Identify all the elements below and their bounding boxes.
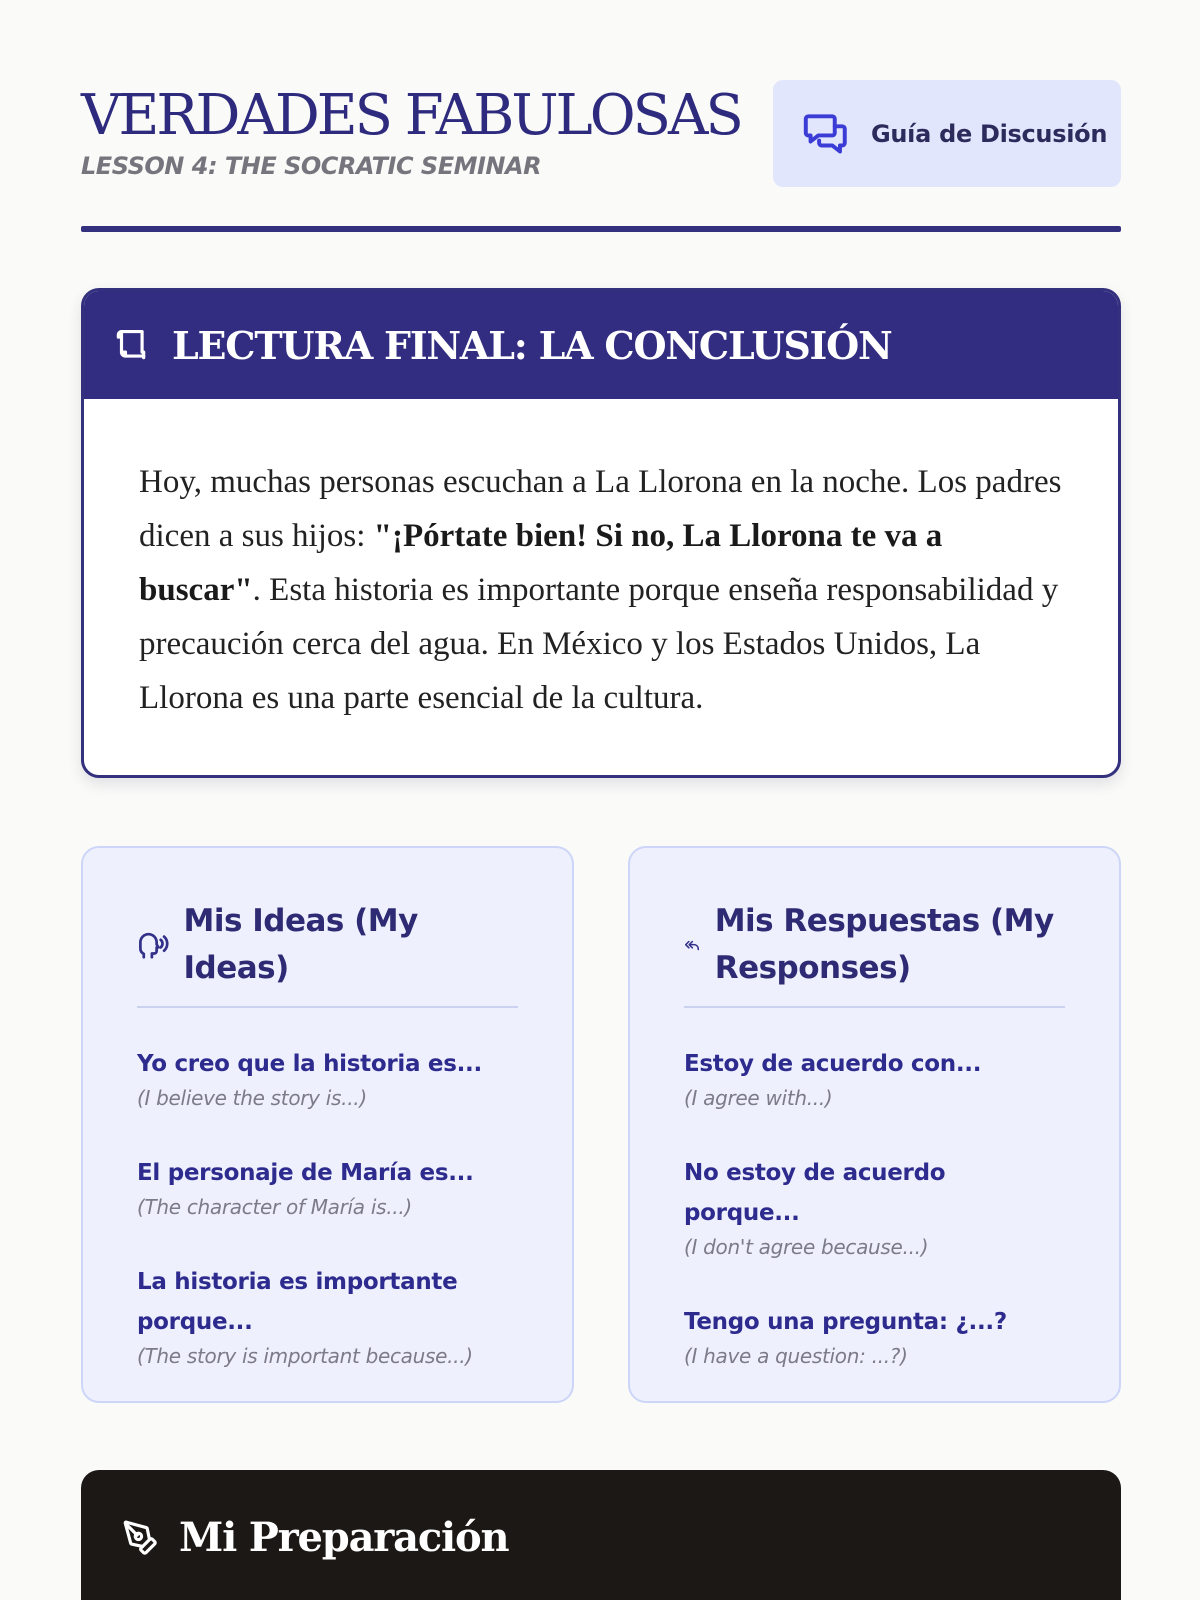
response-phrase-spanish: No estoy de acuerdo porque... — [684, 1160, 946, 1226]
idea-phrase[interactable] — [137, 1262, 518, 1370]
my-responses-title: Mis Respuestas (My Responses) — [714, 903, 1054, 986]
response-phrase-spanish: Estoy de acuerdo con... — [684, 1051, 982, 1077]
reading-text-start: Hoy, muchas personas escuchan a La Llorona en la noche. Los padres dicen a sus hijos: — [139, 464, 1062, 554]
final-reading-header — [84, 291, 1118, 399]
idea-phrase-english: (The story is important because...) — [137, 1344, 473, 1368]
my-responses-header — [684, 898, 1065, 1008]
page-header — [81, 80, 1121, 190]
speaking-head-icon — [137, 928, 170, 962]
idea-phrase-english: (I believe the story is...) — [137, 1086, 367, 1110]
header-divider — [81, 226, 1121, 232]
idea-phrase[interactable] — [137, 1153, 518, 1221]
final-reading-title: LECTURA FINAL: LA CONCLUSIÓN — [172, 322, 892, 368]
my-ideas-header — [137, 898, 518, 1008]
discussion-guide-button[interactable] — [773, 80, 1121, 187]
idea-phrase-spanish: Yo creo que la historia es... — [137, 1051, 482, 1077]
page-title: VERDADES FABULOSAS — [81, 83, 741, 148]
final-reading-text — [84, 399, 1118, 725]
response-phrase-english: (I don't agree because...) — [684, 1235, 929, 1259]
my-responses-card — [628, 846, 1121, 1403]
response-phrase[interactable] — [684, 1153, 1065, 1261]
my-ideas-title: Mis Ideas (My Ideas) — [183, 903, 418, 986]
response-phrase-spanish: Tengo una pregunta: ¿...? — [684, 1309, 1007, 1335]
my-preparation-header — [121, 1510, 1121, 1566]
scroll-icon — [112, 326, 150, 364]
my-preparation-title: Mi Preparación — [179, 1514, 509, 1561]
response-phrase-english: (I have a question: ...?) — [684, 1344, 908, 1368]
reply-all-icon — [684, 932, 701, 958]
final-reading-card — [81, 288, 1121, 778]
response-phrase-english: (I agree with...) — [684, 1086, 833, 1110]
reading-quote: "¡Pórtate bien! Si no, La Llorona te va a buscar" — [139, 518, 943, 608]
idea-phrase-spanish: El personaje de María es... — [137, 1160, 474, 1186]
reading-text-end: . Esta historia es importante porque enseña responsabilidad y precaución cerca del agua. En México y los Estados Unidos, La Llorona es una parte esencial de la cultura. — [139, 572, 1059, 716]
discussion-guide-label: Guía de Discusión — [871, 119, 1108, 148]
chat-bubbles-icon — [801, 109, 851, 159]
idea-phrase-spanish: La historia es importante porque... — [137, 1269, 458, 1335]
idea-phrase[interactable] — [137, 1044, 518, 1112]
response-phrase[interactable] — [684, 1302, 1065, 1370]
page-subtitle: LESSON 4: THE SOCRATIC SEMINAR — [81, 152, 542, 180]
response-phrase[interactable] — [684, 1044, 1065, 1112]
idea-phrase-english: (The character of María is...) — [137, 1195, 412, 1219]
pen-nib-icon — [121, 1519, 159, 1557]
my-preparation-card — [81, 1470, 1121, 1600]
my-ideas-card — [81, 846, 574, 1403]
